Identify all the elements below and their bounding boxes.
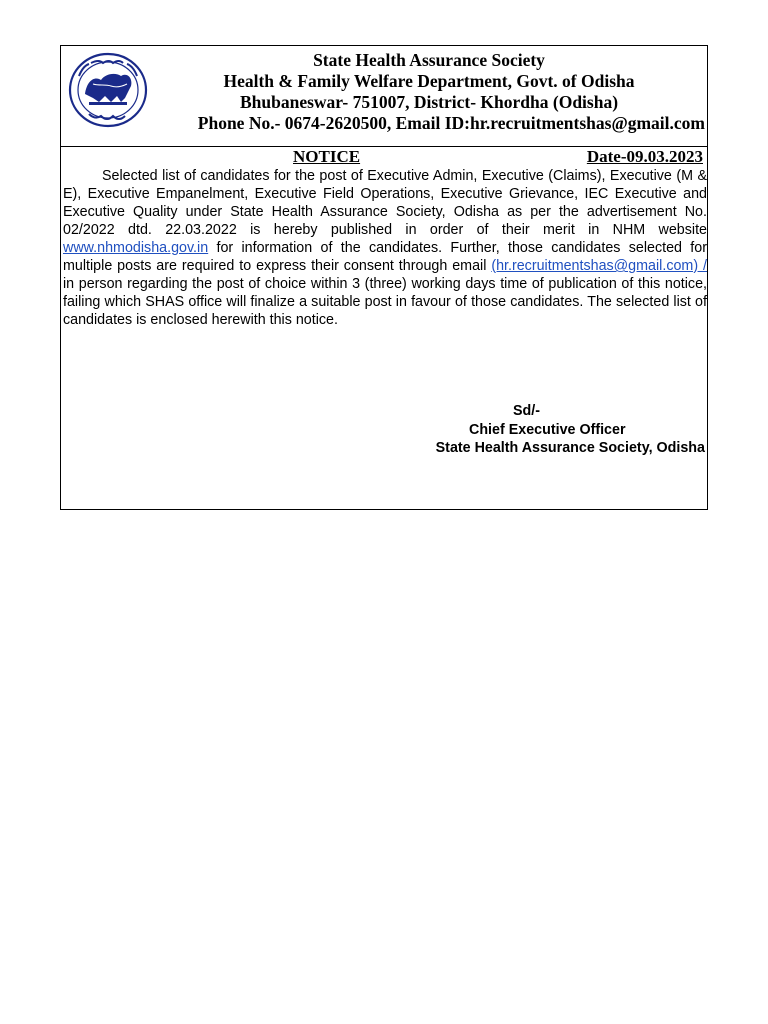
notice-body	[63, 167, 707, 329]
letterhead-text	[151, 50, 707, 134]
odisha-emblem-icon	[65, 50, 151, 130]
contact-info: Phone No.- 0674-2620500, Email ID:hr.recruitmentshas@gmail.com	[197, 113, 705, 133]
signature-designation: Chief Executive Officer	[469, 421, 626, 438]
org-name: State Health Assurance Society	[313, 50, 545, 70]
address: Bhubaneswar- 751007, District- Khordha (Odisha)	[239, 92, 619, 112]
notice-title-row	[61, 147, 707, 167]
email-link[interactable]: (hr.recruitmentshas@gmail.com) /	[491, 258, 707, 274]
letterhead	[61, 46, 707, 147]
signature-organization: State Health Assurance Society, Odisha	[435, 440, 705, 456]
signature-block	[405, 402, 705, 458]
website-link[interactable]: www.nhmodisha.gov.in	[63, 240, 209, 256]
notice-date: Date-09.03.2023	[586, 147, 703, 166]
department-name: Health & Family Welfare Department, Govt. of Odisha	[223, 71, 635, 91]
notice-title: NOTICE	[293, 147, 361, 166]
signature-sd: Sd/-	[513, 403, 541, 419]
notice-text-part1: Selected list of candidates for the post of Executive Admin, Executive (Claims), Executive (M & E), Executive Empanelment, Executive Field Operations, Executive Grievance, IEC Executive and Executive Quality under State Health Assurance Society, Odisha as per the advertisement No. 02/2022 dtd. 22.03.2022 is hereby published in order of their merit in NHM website	[63, 168, 707, 238]
notice-text-part3: in person regarding the post of choice within 3 (three) working days time of publication of this notice, failing which SHAS office will finalize a suitable post in favour of those candidates. The selected list of candidates is enclosed herewith this notice.	[63, 276, 707, 328]
notice-frame	[60, 45, 708, 510]
notice-text-part2: for information of the candidates. Further, those candidates selected for multiple posts are required to express their consent through email	[63, 240, 707, 274]
